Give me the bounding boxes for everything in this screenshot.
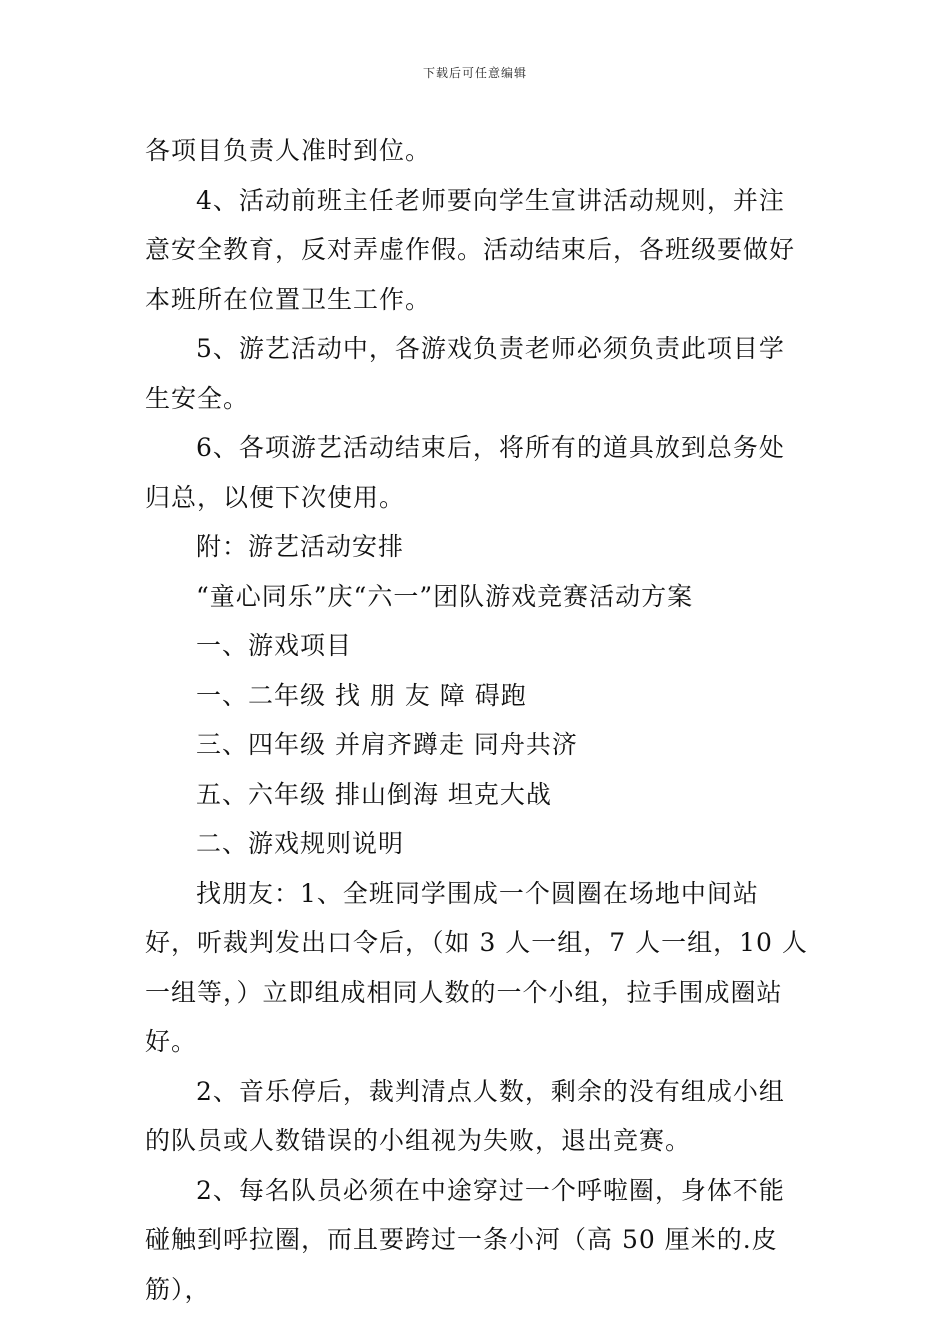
paragraph: 6、各项游艺活动结束后，将所有的道具放到总务处归总，以便下次使用。 (145, 433, 785, 512)
paragraph: 找朋友：1、全班同学围成一个圆圈在场地中间站好，听裁判发出口令后，（如 3 人一组，7 人一组，10 人一组等，）立即组成相同人数的一个小组，拉手围成圈站好。 (145, 878, 808, 1056)
paragraph: 2、音乐停后，裁判清点人数，剩余的没有组成小组的队员或人数错误的小组视为失败，退出竞赛。 (145, 1076, 785, 1155)
document-body (145, 126, 810, 1314)
page-header: 下载后可任意编辑 (422, 66, 527, 80)
list-item: 一、二年级 找 朋 友 障 碍跑 (196, 680, 527, 710)
paragraph: 4、活动前班主任老师要向学生宣讲活动规则，并注意安全教育，反对弄虚作假。活动结束后，各班级要做好本班所在位置卫生工作。 (145, 185, 796, 314)
paragraph: 各项目负责人准时到位。 (145, 136, 432, 165)
paragraph: “童心同乐”庆“六一”团队游戏竞赛活动方案 (196, 581, 694, 611)
list-item: 五、六年级 排山倒海 坦克大战 (196, 779, 552, 809)
paragraph: 5、游艺活动中，各游戏负责老师必须负责此项目学生安全。 (145, 334, 785, 413)
paragraph: 附：游艺活动安排 (196, 532, 405, 561)
paragraph: 2、每名队员必须在中途穿过一个呼啦圈，身体不能碰触到呼拉圈，而且要跨过一条小河（高 50 厘米的.皮筋）， (145, 1175, 785, 1304)
list-item: 三、四年级 并肩齐蹲走 同舟共济 (196, 730, 578, 759)
section-heading: 二、游戏规则说明 (196, 829, 405, 858)
section-heading: 一、游戏项目 (196, 631, 353, 660)
